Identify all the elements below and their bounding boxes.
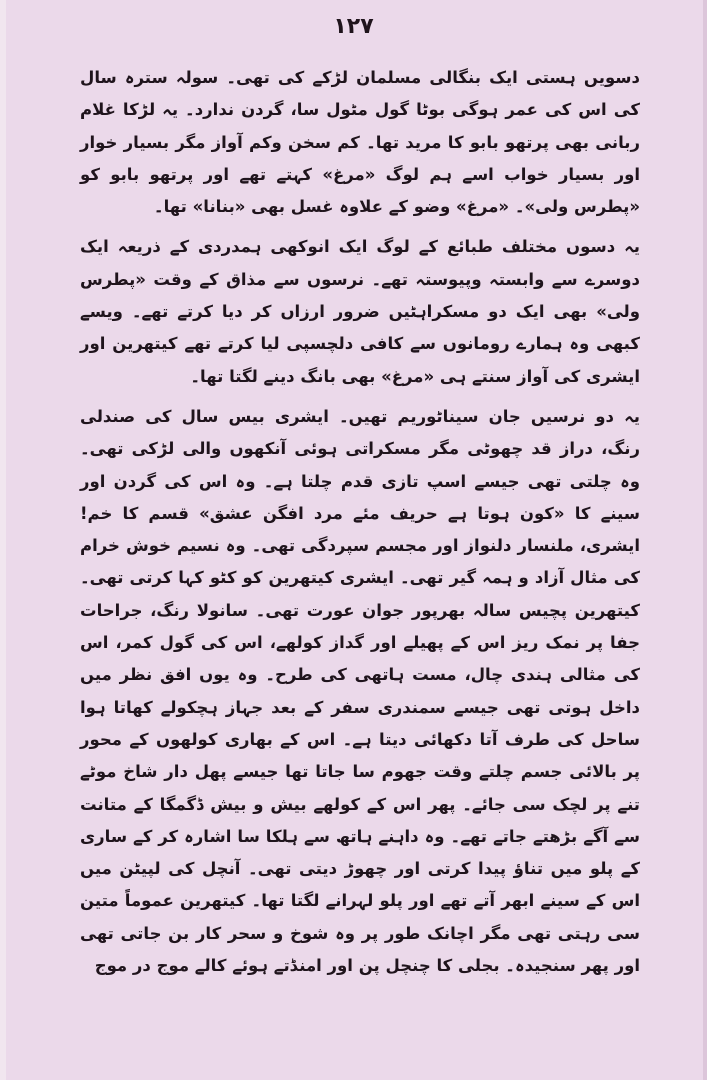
paragraph: یہ دسوں مختلف طبائع کے لوگ ایک انوکھی ہمدردی کے ذریعہ ایک دوسرے سے وابستہ وپیوستہ تھے۔ نرسوں سے مذاق کے وقت «پطرس ولی» بھی ایک دو مسکراہٹیں ضرور ارزاں کر دیا کرتے تھے۔ ویسے کبھی وہ ہمارے رومانوں سے کافی دلچسپی لیا کرتے تھے کیتھرین اور ایشری کی آواز سنتے ہی «مرغ» بھی بانگ دینے لگتا تھا۔ <box>80 237 640 386</box>
paragraph: یہ دو نرسیں جان سیناٹوریم تھیں۔ ایشری بیس سال کی صندلی رنگ، دراز قد چھوٹی مگر مسکراتی ہوئی آنکھوں والی لڑکی تھی۔ وہ چلتی تھی جیسے اسپ تازی قدم چلتا ہے۔ وہ اس کی گردن اور سینے کا «کون ہوتا ہے حریف مئے مرد افگن عشق» قسم کا خم! ایشری، ملنسار دلنواز اور مجسم سپردگی تھی۔ وہ نسیم خوش خرام کی مثال آزاد و ہمہ گیر تھی۔ ایشری کیتھرین کو کٹو کہا کرتی تھی۔ کیتھرین پچیس سالہ بھرپور جوان عورت تھی۔ سانولا رنگ، جراحات جفا پر نمک ریز اس کے پھیلے اور گداز کولھے، اس کی گول کمر، اس کی مثالی ہندی چال، مست ہاتھی کی طرح۔ وہ یوں افق نظر میں داخل ہوتی تھی جیسے سمندری سفر کے بعد جہاز ہچکولے کھاتا ہوا ساحل کی طرف آتا دکھائی دیتا ہے۔ اس کے بھاری کولھوں کے محور پر بالائی جسم چلتے وقت جھوم سا جاتا تھا جیسے پھل دار شاخ موٹے تنے پر لچک سی جائے۔ پھر اس کے کولھے بیش و بیش ڈگمگا کے متانت سے آگے بڑھتے جاتے تھے۔ وہ داہنے ہاتھ سے ہلکا سا اشارہ کر کے ساری کے پلو میں تناؤ پیدا کرتی اور چھوڑ دیتی تھی۔ آنچل کی لپیٹن میں اس کے سینے ابھر آتے تھے اور پلو لہرانے لگتا تھا۔ کیتھرین عموماً متین سی رہتی تھی مگر اچانک طور پر وہ شوخ و سحر کار بن جاتی تھی اور پھر سنجیدہ۔ بجلی کا چنچل پن اور امنڈتے ہوئے کالے موج در موج <box>80 406 640 976</box>
page-right-edge <box>703 0 707 1080</box>
page-left-edge <box>0 0 6 1080</box>
paragraph: دسویں ہستی ایک بنگالی مسلمان لڑکے کی تھی۔ سولہ سترہ سال کی اس کی عمر ہوگی بوٹا گول مٹول سا، گردن ندارد۔ یہ لڑکا غلام ربانی بھی پرتھو بابو کا مرید تھا۔ کم سخن وکم آواز مگر بسیار خوار اور بسیار خواب اسے ہم لوگ «مرغ» کہتے تھے اور پرتھو بابو کو «پطرس ولی»۔ «مرغ» وضو کے علاوہ غسل بھی «بنانا» تھا۔ <box>80 68 640 217</box>
page-number: ۱۲۷ <box>333 14 374 39</box>
body-text <box>80 62 640 982</box>
